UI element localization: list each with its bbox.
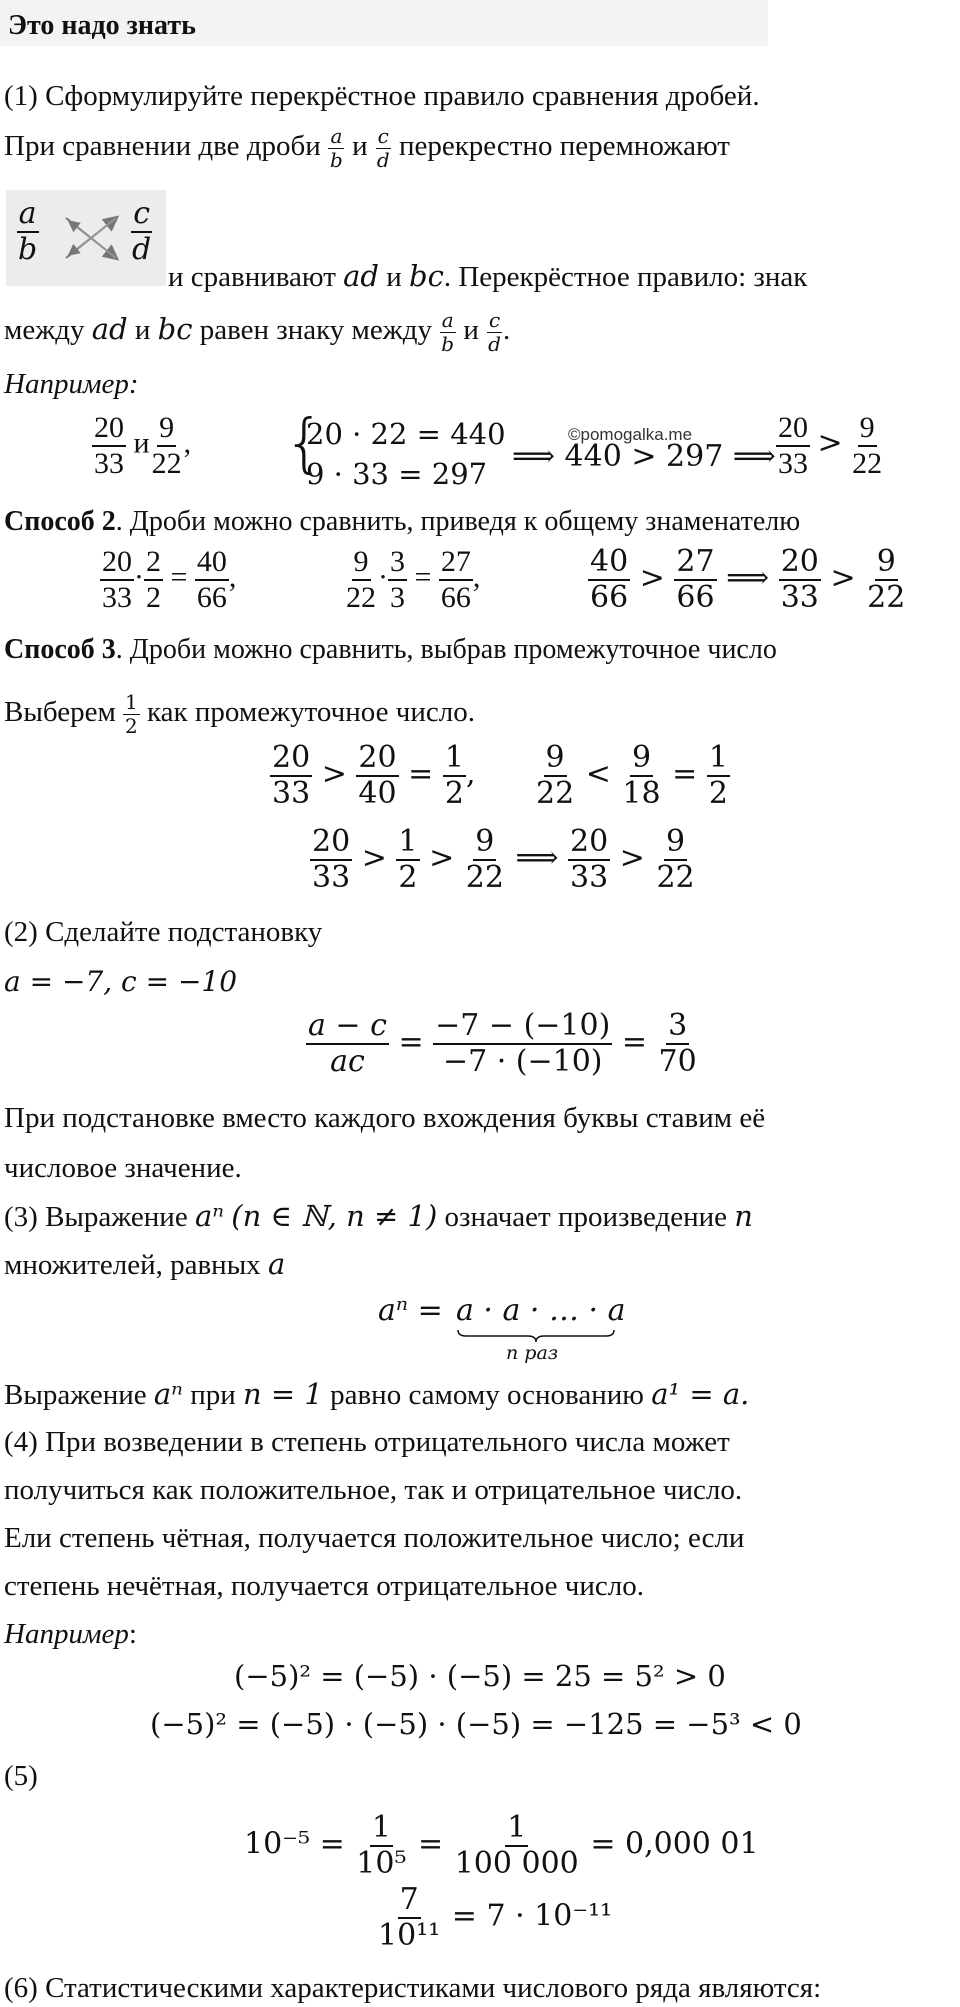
s6-line1: (6) Статистическими характеристиками числового ряда являются: [4, 1972, 822, 2004]
s4-line3: Ели степень чётная, получается положительное число; если [4, 1522, 745, 1554]
s2-line1: (2) Сделайте подстановку [4, 916, 323, 948]
s5-eq2: $\frac{7}{\text{10¹¹}}$ = 7 · 10⁻¹¹ [378, 1882, 613, 1953]
frac-20-33: $\frac{20}{33}$ [94, 411, 124, 480]
frac-c-d: $\frac{c}{d}$ [376, 124, 390, 172]
method3-eq3: $\frac{20}{33}$ > $\frac{1}{2}$ > $\frac{9}{22}$ ⟹ $\frac{20}{33}$ > $\frac{9}{22}$ [312, 824, 695, 895]
method2-line: Способ 2. Дроби можно сравнить, приведя к общему знаменателю [4, 506, 801, 537]
method2-label: Способ 2 [4, 506, 116, 537]
s2-note1: При подстановке вместо каждого вхождения буквы ставим её [4, 1102, 766, 1134]
header-bar [0, 0, 768, 46]
system-eq-1: 20 · 22 = 440 [306, 417, 506, 451]
s1-line2 [4, 126, 730, 171]
system-result: ⟹ 440 > 297 ⟹ [512, 439, 776, 474]
s2-subst: a = −7, c = −10 [4, 965, 238, 998]
example-label-1: Например: [4, 368, 139, 400]
s4-line4: степень нечётная, получается отрицательное число. [4, 1570, 644, 1602]
method3-line: Способ 3. Дроби можно сравнить, выбрав промежуточное число [4, 634, 777, 665]
s1-line4: между ad и bc равен знаку между $\frac{a}{b}$ и $\frac{c}{d}$ . [4, 308, 511, 356]
s2-note2: числовое значение. [4, 1152, 242, 1184]
s2-formula: $\frac{a - c}{ac}$ = $\frac{-7 - (-10)}{-7 \cdot (-10)}$ = $\frac{3}{70}$ [308, 1008, 697, 1079]
system-brace: { [284, 407, 325, 481]
page-title: Это надо знать [8, 10, 196, 41]
s1-result-fracs: $\frac{20}{33}$ > $\frac{9}{22}$ [778, 411, 883, 480]
s1-example-row: $\frac{20}{33}$ и $\frac{9}{22}$ , [94, 411, 192, 480]
method3-choose: Выберем $\frac{1}{2}$ как промежуточное число. [4, 690, 475, 738]
s4-eq1: (−5)² = (−5) · (−5) = 25 = 5² > 0 [234, 1659, 726, 1693]
s1-line2b: перекрестно перемножают [398, 130, 730, 163]
s1-line2a: При сравнении две дроби [4, 130, 321, 163]
cross-rule-image [6, 190, 166, 286]
system-eq-2: 9 · 33 = 297 [306, 457, 488, 491]
frac-9-22: $\frac{9}{22}$ [151, 411, 182, 480]
ad-term: ad [343, 259, 379, 293]
method3-eq1: $\frac{20}{33}$ > $\frac{20}{40}$ = $\frac{1}{2}$ , [272, 740, 476, 811]
s1-line3: и сравнивают ad и bc. Перекрёстное правило: знак [168, 259, 808, 293]
s3-formula-lhs: aⁿ = [378, 1293, 443, 1328]
s3-line1: (3) Выражение aⁿ (n ∈ ℕ, n ≠ 1) означает произведение n [4, 1199, 753, 1233]
method3-eq2: $\frac{9}{22}$ < $\frac{9}{18}$ = $\frac{1}{2}$ [536, 740, 728, 811]
frac-a-b: $\frac{a}{b}$ [330, 124, 343, 172]
img-frac-a-b: $\frac{a}{b}$ [18, 196, 38, 267]
s4-line1: (4) При возведении в степень отрицательного числа может [4, 1426, 730, 1458]
example-label-2: Например: [4, 1618, 137, 1650]
s5-label: (5) [4, 1760, 38, 1792]
s4-eq2: (−5)² = (−5) · (−5) · (−5) = −125 = −5³ < 0 [150, 1707, 802, 1741]
s1-line1: (1) Сформулируйте перекрёстное правило сравнения дробей. [4, 80, 760, 112]
cross-arrows-icon [58, 212, 124, 264]
method3-label: Способ 3 [4, 634, 116, 665]
watermark: ©pomogalka.me [568, 425, 693, 444]
and-word: и [352, 130, 368, 163]
img-frac-c-d: $\frac{c}{d}$ [132, 196, 152, 267]
s4-line2: получиться как положительное, так и отрицательное число. [4, 1474, 743, 1506]
method2-eq2: $\frac{9}{22}$ · $\frac{3}{3}$ = $\frac{27}{66}$ , [346, 545, 481, 614]
s5-eq1: 10⁻⁵ = $\frac{1}{\text{10⁵}}$ = $\frac{1}{100 000}$ = 0,000 01 [244, 1810, 759, 1881]
s3-formula-rhs: a · a · … · a [456, 1293, 626, 1328]
method2-eq3: $\frac{40}{66}$ > $\frac{27}{66}$ ⟹ $\frac{20}{33}$ > $\frac{9}{22}$ [590, 544, 906, 615]
s3-line2: множителей, равных a [4, 1247, 286, 1281]
frac-a-b-2: $\frac{a}{b}$ [441, 308, 455, 356]
frac-c-d-2: $\frac{c}{d}$ [488, 308, 501, 356]
s3-line3: Выражение aⁿ при n = 1 равно самому основанию a¹ = a. [4, 1377, 750, 1411]
underbrace-label: n раз [506, 1342, 559, 1364]
method2-eq1: $\frac{20}{33}$ · $\frac{2}{2}$ = $\frac{40}{66}$ , [102, 545, 237, 614]
bc-term: bc [409, 259, 444, 293]
